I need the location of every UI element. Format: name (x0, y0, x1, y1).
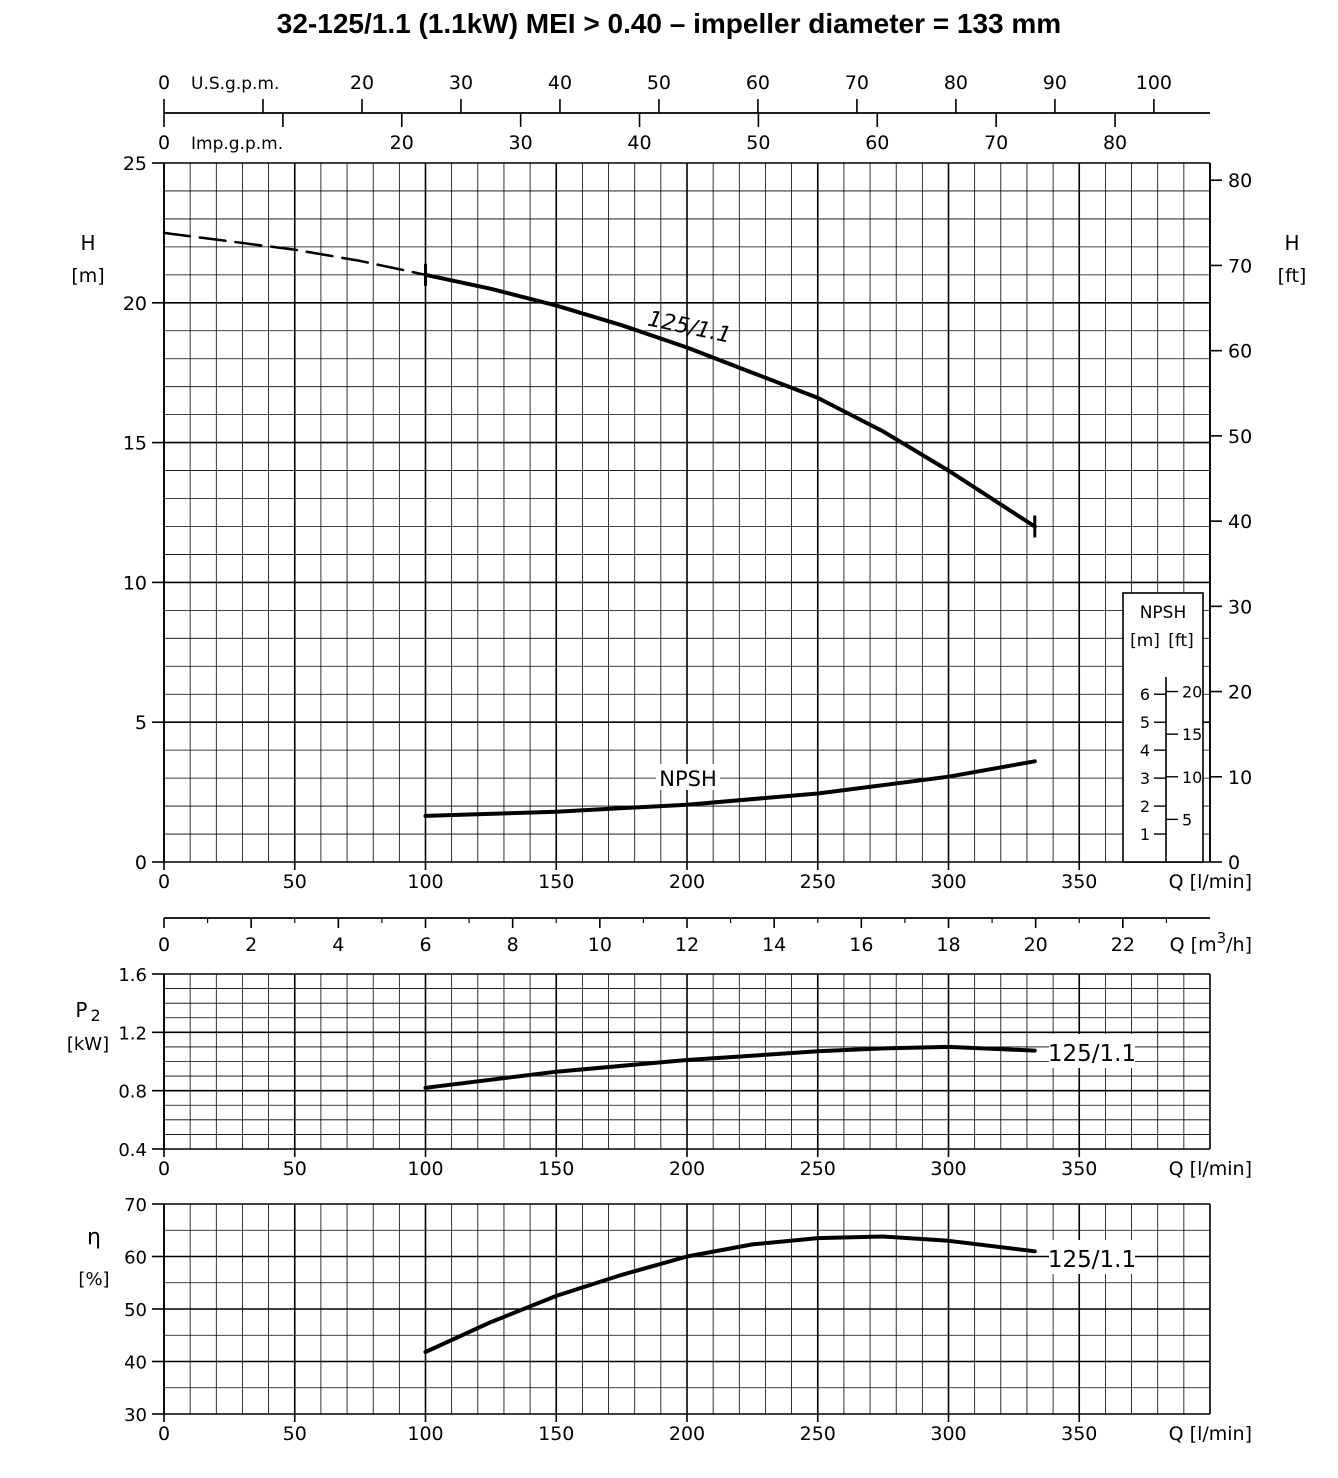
head-ytick-left-label: 0 (134, 852, 147, 874)
power-ytick-label: 0.8 (118, 1081, 147, 1103)
power-ytick-label: 1.6 (118, 965, 147, 986)
npsh-curve-label: NPSH (659, 767, 717, 791)
eff-curve-label: 125/1.1 (1047, 1247, 1137, 1273)
npsh-ft-tick-label: 5 (1182, 810, 1193, 830)
head-ylabel-right: H (1284, 231, 1300, 255)
usgpm-label: U.S.g.p.m. (191, 74, 280, 94)
impgpm-tick-label: 20 (389, 132, 414, 154)
power-curve-label: 125/1.1 (1047, 1041, 1137, 1067)
head-ytick-right-label: 30 (1228, 596, 1253, 619)
head-xtick-label: 100 (407, 871, 444, 893)
impgpm-tick-label: 80 (1102, 132, 1128, 154)
npsh-m-tick-label: 6 (1139, 685, 1150, 705)
m3h-tick-label: 0 (157, 934, 171, 956)
head-xtick-label: 200 (668, 871, 706, 893)
m3h-tick-label: 4 (332, 934, 345, 956)
m3h-tick-label: 2 (245, 934, 258, 956)
head-xtick-label: 350 (1061, 871, 1098, 893)
eff-xtick-label: 200 (668, 1423, 706, 1445)
usgpm-tick-label: 60 (745, 72, 771, 94)
m3h-tick-label: 6 (419, 934, 432, 956)
power-xtick-label: 0 (157, 1158, 171, 1180)
eff-xtick-label: 350 (1061, 1423, 1098, 1445)
usgpm-tick-label: 30 (448, 72, 474, 94)
eff-xtick-label: 300 (930, 1423, 967, 1445)
npsh-m-tick-label: 4 (1139, 741, 1150, 761)
npsh-m-tick-label: 1 (1139, 825, 1150, 845)
impgpm-tick-label: 60 (865, 132, 890, 154)
impgpm-label: Imp.g.p.m. (191, 134, 284, 154)
power-ylabel-part: P (75, 998, 88, 1022)
eff-xtick-label: 100 (407, 1423, 444, 1445)
m3h-xlabel-sup: 3 (1216, 929, 1227, 947)
npsh-ft-tick-label: 10 (1182, 767, 1203, 787)
impgpm-tick-label: 70 (984, 132, 1009, 154)
power-ytick-label: 0.4 (118, 1140, 147, 1161)
m3h-xlabel (1170, 929, 1252, 956)
label-layer (645, 307, 1203, 1274)
head-ylabel-right-unit: [ft] (1277, 265, 1307, 287)
m3h-tick-label: 8 (506, 934, 519, 956)
head-ytick-right-label: 40 (1228, 511, 1253, 534)
chart-title: 32-125/1.1 (1.1kW) MEI > 0.40 – impeller diameter = 133 mm (276, 8, 1062, 39)
eff-xtick-label: 150 (538, 1423, 575, 1445)
usgpm-tick-label: 50 (646, 72, 672, 94)
m3h-tick-label: 10 (587, 934, 612, 956)
head-ylabel-left: H (80, 231, 96, 255)
impgpm-tick-label: 40 (627, 132, 652, 154)
usgpm-tick-label: 90 (1042, 72, 1067, 94)
head-ytick-right-label: 0 (1228, 852, 1241, 874)
head-xlabel: Q [l/min] (1168, 871, 1252, 893)
power-xtick-label: 100 (407, 1158, 444, 1180)
npsh-inset-unit-ft: [ft] (1168, 631, 1194, 651)
head-xtick-label: 50 (282, 871, 307, 893)
head-ytick-right-label: 80 (1228, 170, 1253, 193)
m3h-tick-label: 22 (1110, 934, 1135, 956)
head-ytick-right-label: 60 (1228, 340, 1253, 363)
head-ytick-left-label: 10 (122, 572, 147, 595)
usgpm-tick-label: 80 (943, 72, 969, 94)
usgpm-tick-label: 20 (349, 72, 375, 94)
npsh-ft-tick-label: 15 (1182, 725, 1203, 745)
eff-xtick-label: 250 (799, 1423, 836, 1445)
power-series (426, 1047, 1035, 1088)
eff-series (426, 1237, 1035, 1353)
power-xtick-label: 300 (930, 1158, 967, 1180)
npsh-inset-title: NPSH (1139, 603, 1187, 623)
eff-ytick-label: 50 (124, 1300, 147, 1321)
power-xlabel: Q [l/min] (1168, 1158, 1252, 1180)
head-xtick-label: 150 (538, 871, 575, 893)
eff-ytick-label: 40 (124, 1352, 147, 1374)
power-ylabel-unit: [kW] (66, 1034, 110, 1055)
eff-ylabel-unit: [%] (78, 1269, 110, 1290)
npsh-m-tick-label: 5 (1139, 713, 1150, 733)
usgpm-tick-label: 70 (844, 72, 870, 94)
impgpm-tick-label: 0 (157, 132, 171, 154)
m3h-tick-label: 20 (1023, 934, 1048, 956)
head-ylabel-left-unit: [m] (71, 265, 105, 287)
m3h-xlabel-part: Q [m (1169, 934, 1217, 956)
eff-xlabel: Q [l/min] (1168, 1423, 1252, 1445)
eff-xtick-label: 0 (157, 1423, 171, 1445)
eff-ylabel: η (87, 1225, 101, 1250)
power-xtick-label: 150 (538, 1158, 575, 1180)
impgpm-tick-label: 30 (508, 132, 533, 154)
impgpm-tick-label: 50 (746, 132, 771, 154)
head-ytick-right-label: 70 (1228, 255, 1253, 278)
head-xtick-label: 300 (930, 871, 967, 893)
npsh-ft-tick-label: 20 (1182, 682, 1203, 702)
head-xtick-label: 0 (157, 871, 171, 893)
power-ylabel-sub: 2 (90, 1006, 101, 1025)
head-ytick-right-label: 50 (1228, 425, 1253, 448)
usgpm-tick-label: 0 (157, 72, 171, 94)
m3h-tick-label: 12 (674, 934, 700, 956)
eff-ytick-label: 30 (124, 1405, 147, 1426)
npsh-m-tick-label: 2 (1139, 797, 1150, 817)
head-series-2 (426, 761, 1035, 816)
eff-ytick-label: 60 (124, 1247, 147, 1269)
m3h-xlabel-part: /h] (1226, 934, 1252, 956)
eff-xtick-label: 50 (282, 1423, 307, 1445)
head-xtick-label: 250 (799, 871, 836, 893)
power-xtick-label: 250 (799, 1158, 836, 1180)
power-ytick-label: 1.2 (118, 1023, 147, 1045)
usgpm-tick-label: 40 (547, 72, 573, 94)
eff-ytick-label: 70 (124, 1195, 147, 1216)
power-xtick-label: 200 (668, 1158, 706, 1180)
head-ytick-left-label: 5 (134, 712, 147, 735)
m3h-tick-label: 16 (849, 934, 874, 956)
m3h-tick-label: 14 (762, 934, 787, 956)
head-ytick-right-label: 20 (1228, 681, 1253, 704)
power-ylabel (75, 998, 100, 1025)
m3h-tick-label: 18 (936, 934, 961, 956)
head-ytick-left-label: 15 (122, 432, 147, 455)
usgpm-tick-label: 100 (1135, 72, 1173, 94)
head-series-0 (426, 275, 1035, 527)
npsh-inset-unit-m: [m] (1130, 631, 1160, 651)
power-xtick-label: 350 (1061, 1158, 1098, 1180)
head-curve-label: 125/1.1 (645, 306, 734, 349)
head-ytick-right-label: 10 (1228, 766, 1253, 789)
head-ytick-left-label: 25 (122, 153, 147, 175)
head-ytick-left-label: 20 (122, 292, 147, 315)
npsh-m-tick-label: 3 (1139, 769, 1150, 789)
power-xtick-label: 50 (282, 1158, 307, 1180)
